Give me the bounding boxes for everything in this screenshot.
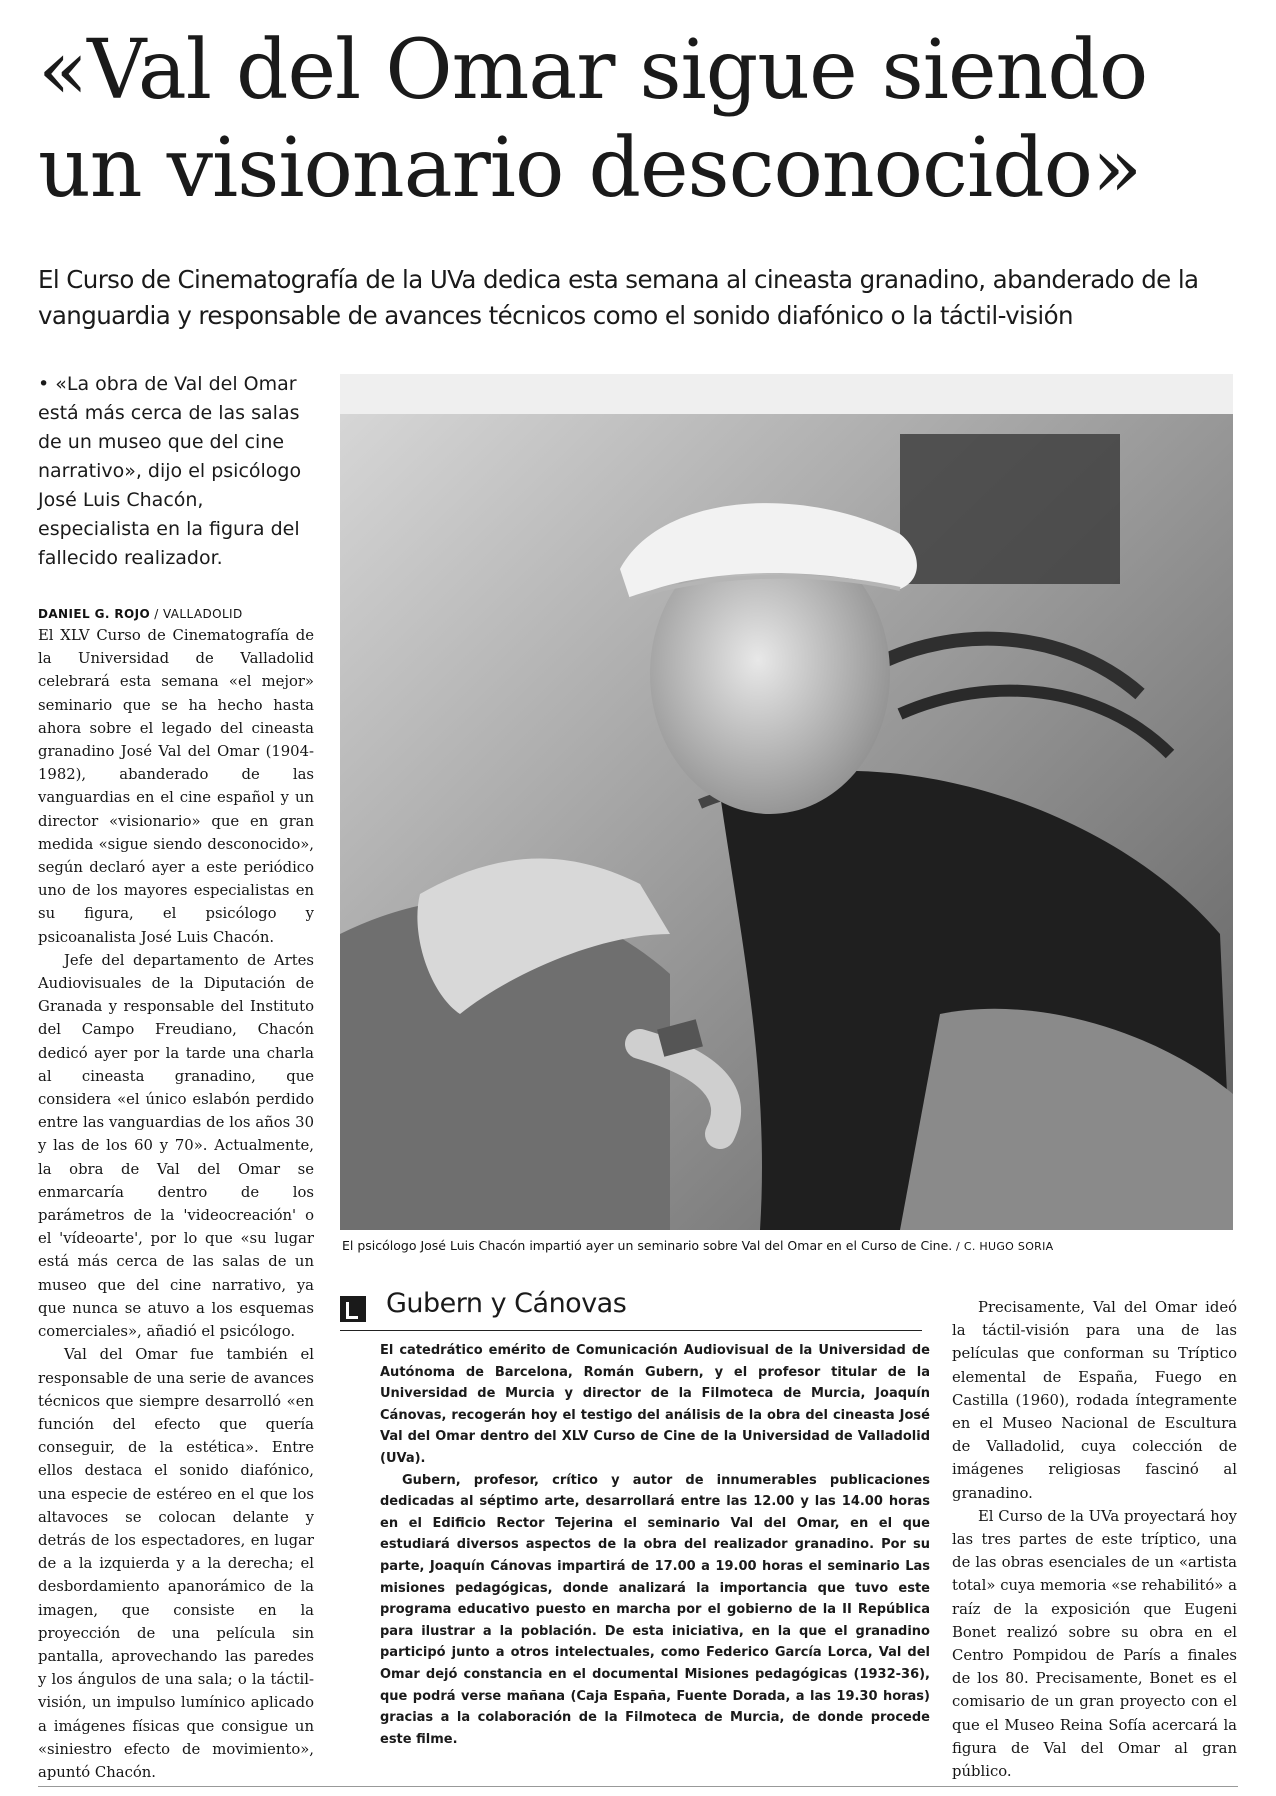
paragraph: Val del Omar fue también el responsable de una serie de avances técnicos que siempre desarrolló «en función del efecto que quería conseguir, de la estética». Entre ellos destaca el sonido diafónico, una especie de estéreo en el que los altavoces se colocan delante y detrás de los espectadores, en lugar de a la izquierda y a la derecha; el desbordamiento apanorámico de la imagen, que consiste en la proyección de una película sin pantalla, aprovechando las paredes y los ángulos de una sala; o la táctil-visión, un impulso lumínico aplicado a imágenes físicas que consigue un «siniestro efecto de movimiento», apuntó Chacón. bbox=[38, 1346, 314, 1781]
corner-marker-icon bbox=[340, 1296, 366, 1322]
headline: «Val del Omar sigue siendo un visionario desconocido» bbox=[38, 23, 1148, 216]
paragraph: El XLV Curso de Cinematografía de la Universidad de Valladolid celebrará esta semana «el mejor» seminario que se ha hecho hasta ahora sobre el legado del cineasta granadino José Val del Omar (1904-1982), abanderado de las vanguardias en el cine español y un director «visionario» que en gran medida «sigue siendo desconocido», según declaró ayer a este periódico uno de los mayores especialistas en su figura, el psicólogo y psicoanalista José Luis Chacón. bbox=[38, 627, 314, 946]
paragraph: El catedrático emérito de Comunicación Audiovisual de la Universidad de Autónoma de Barcelona, Román Gubern, y el profesor titular de la Universidad de Murcia y director de la Filmoteca de Murcia, Joaquín Cánovas, recogerán hoy el testigo del análisis de la obra del cineasta José Val del Omar dentro del XLV Curso de Cine de la Universidad de Valladolid (UVa). bbox=[380, 1343, 930, 1466]
lead-quote: • «La obra de Val del Omar está más cerca de las salas de un museo que del cine narrativo», dijo el psicólogo José Luis Chacón, especialista en la figura del fallecido realizador. bbox=[38, 373, 302, 569]
paragraph: Precisamente, Val del Omar ideó la táctil-visión para una de las películas que conforman su Tríptico elemental de España, Fuego en Castilla (1960), rodada íntegramente en el Museo Nacional de Escultura de Valladolid, cuya colección de imágenes religiosas fascinó al granadino. bbox=[952, 1299, 1237, 1502]
caption-text: El psicólogo José Luis Chacón impartió ayer un seminario sobre Val del Omar en el Curso de Cine. bbox=[342, 1238, 953, 1253]
article-body-right bbox=[952, 1296, 1237, 1783]
article-body-left bbox=[38, 624, 314, 1784]
sidebar-box-header bbox=[340, 1290, 922, 1331]
byline-author: DANIEL G. ROJO bbox=[38, 607, 151, 621]
photo-caption bbox=[342, 1238, 1242, 1255]
subheadline: El Curso de Cinematografía de la UVa dedica esta semana al cineasta granadino, abanderado de la vanguardia y responsable de avances técnicos como el sonido diafónico o la táctil-visión bbox=[38, 265, 1199, 330]
byline-separator: / bbox=[150, 607, 163, 621]
photo-credit: / C. HUGO SORIA bbox=[952, 1240, 1054, 1253]
sidebar-box-body bbox=[380, 1340, 930, 1750]
bottom-rule bbox=[38, 1786, 1238, 1787]
article-photo bbox=[340, 374, 1233, 1230]
paragraph: Gubern, profesor, crítico y autor de innumerables publicaciones dedicadas al séptimo arte, desarrollará entre las 12.00 y las 14.00 horas en el Edificio Rector Tejerina el seminario Val del Omar, en el que estudiará diversos aspectos de la obra del realizador granadino. Por su parte, Joaquín Cánovas impartirá de 17.00 a 19.00 horas el seminario Las misiones pedagógicas, donde analizará la importancia que tuvo este programa educativo puesto en marcha por el gobierno de la II República para ilustrar a la población. De esta iniciativa, en la que el granadino participó junto a otros intelectuales, como Federico García Lorca, Val del Omar dejó constancia en el documental Misiones pedagógicas (1932-36), que podrá verse mañana (Caja España, Fuente Dorada, a las 19.30 horas) gracias a la colaboración de la Filmoteca de Murcia, de donde procede este filme. bbox=[380, 1472, 930, 1747]
byline-place: VALLADOLID bbox=[162, 607, 243, 621]
sidebar-box-title: Gubern y Cánovas bbox=[386, 1288, 627, 1319]
photo-illustration bbox=[340, 374, 1233, 1230]
paragraph: El Curso de la UVa proyectará hoy las tres partes de este tríptico, una de las obras esenciales de un «artista total» cuya memoria «se rehabilitó» a raíz de la exposición que Eugeni Bonet realizó sobre su obra en el Centro Pompidou de París a finales de los 80. Precisamente, Bonet es el comisario de un gran proyecto con el que el Museo Reina Sofía acercará la figura de Val del Omar al gran público. bbox=[952, 1507, 1237, 1781]
byline bbox=[38, 606, 338, 622]
paragraph: Jefe del departamento de Artes Audiovisuales de la Diputación de Granada y responsable del Instituto del Campo Freudiano, Chacón dedicó ayer por la tarde una charla al cineasta granadino, que considera «el único eslabón perdido entre las vanguardias de los años 30 y las de los 60 y 70». Actualmente, la obra de Val del Omar se enmarcaría dentro de los parámetros de la 'videocreación' o el 'vídeoarte', por lo que «su lugar está más cerca de las salas de un museo que del cine narrativo, ya que nunca se atuvo a los esquemas comerciales», añadió el psicólogo. bbox=[38, 951, 314, 1341]
